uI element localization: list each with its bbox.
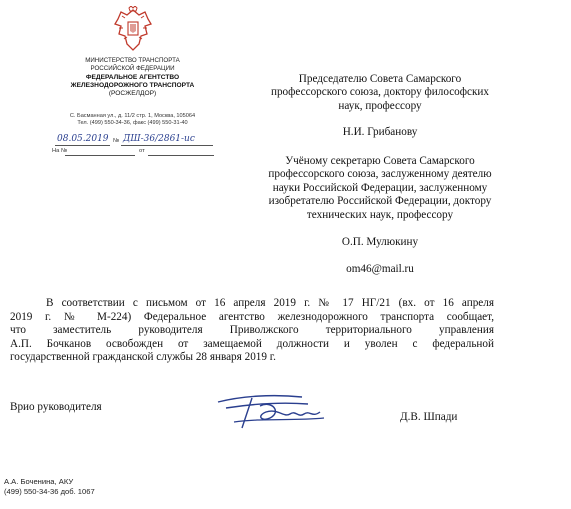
letter-body	[10, 297, 494, 365]
addressee-email[interactable]	[232, 263, 528, 276]
executor-info	[4, 477, 95, 497]
on-number-label: На №	[52, 148, 68, 154]
body-line: 2019 г. № М-224) Федеральное агентство железнодорожного транспорта сообщает,	[10, 310, 494, 323]
addressee-2-line: профессорского союза, заслуженному деятелю	[268, 168, 492, 181]
executor-name: А.А. Боченина, АКУ	[4, 477, 74, 486]
body-line: А.П. Бочканов освобожден от замещаемой должности и уволен с федеральной	[10, 337, 494, 350]
agency-line2: ЖЕЛЕЗНОДОРОЖНОГО ТРАНСПОРТА	[70, 82, 195, 89]
signer-position: Врио руководителя	[10, 401, 102, 413]
addressee-1-name-text: Н.И. Грибанову	[342, 126, 418, 138]
from-label: от	[139, 148, 145, 154]
outgoing-number-row	[55, 134, 215, 148]
email-link[interactable]: om46@mail.ru	[346, 263, 414, 275]
agency-line1: ФЕДЕРАЛЬНОЕ АГЕНТСТВО	[85, 74, 180, 81]
address-line2: Тел. (499) 550-34-36, факс (499) 550-31-40	[77, 120, 188, 126]
ministry-line2: РОССИЙСКОЙ ФЕДЕРАЦИИ	[90, 64, 175, 72]
addressee-2-line: технических наук, профессору	[306, 208, 454, 221]
addressee-1-line: Председателю Совета Самарского	[298, 73, 462, 85]
number-handwritten: ДШ-36/2861-ис	[123, 134, 195, 144]
addressee-1-name	[232, 126, 528, 139]
number-prefix: №	[113, 138, 120, 144]
agency-short: (РОСЖЕЛДОР)	[108, 90, 157, 97]
addressee-2-line: изобретателю Российской Федерации, доктору	[268, 195, 492, 208]
addressee-2-name-text: О.П. Мулюкину	[341, 236, 419, 248]
number-underline	[121, 145, 213, 146]
ministry-line1: МИНИСТЕРСТВО ТРАНСПОРТА	[85, 57, 180, 64]
body-line: что заместитель руководителя Приволжского территориального управления	[10, 324, 494, 336]
on-number-underline	[65, 155, 135, 156]
addressee-2	[232, 155, 528, 222]
date-underline	[55, 145, 110, 146]
addressee-1-line: наук, профессору	[338, 99, 422, 112]
coat-of-arms-emblem	[113, 6, 153, 54]
reference-number-row	[52, 148, 217, 158]
body-line: В соответствии с письмом от 16 апреля 2019 г. № 17 НГ/21 (вх. от 16 апреля	[46, 297, 494, 309]
addressee-2-line: науки Российской Федерации, заслуженному	[272, 181, 488, 194]
agency-address	[40, 113, 225, 127]
date-handwritten: 08.05.2019	[57, 134, 109, 144]
handwritten-signature	[212, 388, 342, 436]
signer-name: Д.В. Шпади	[400, 411, 458, 423]
addressee-1	[232, 73, 528, 113]
addressee-2-name	[232, 236, 528, 249]
executor-phone: (499) 550-34-36 доб. 1067	[4, 487, 95, 496]
ministry-name	[60, 57, 205, 72]
from-underline	[148, 155, 214, 156]
addressee-2-line: Учёному секретарю Совета Самарского	[285, 155, 475, 167]
addressee-1-line: профессорского союза, доктору философских	[270, 86, 490, 99]
body-line: государственной гражданской службы 28 января 2019 г.	[10, 351, 276, 363]
agency-name	[40, 74, 225, 98]
address-line1: С. Басманная ул., д. 11/2 стр. 1, Москва, 105064	[69, 113, 196, 119]
